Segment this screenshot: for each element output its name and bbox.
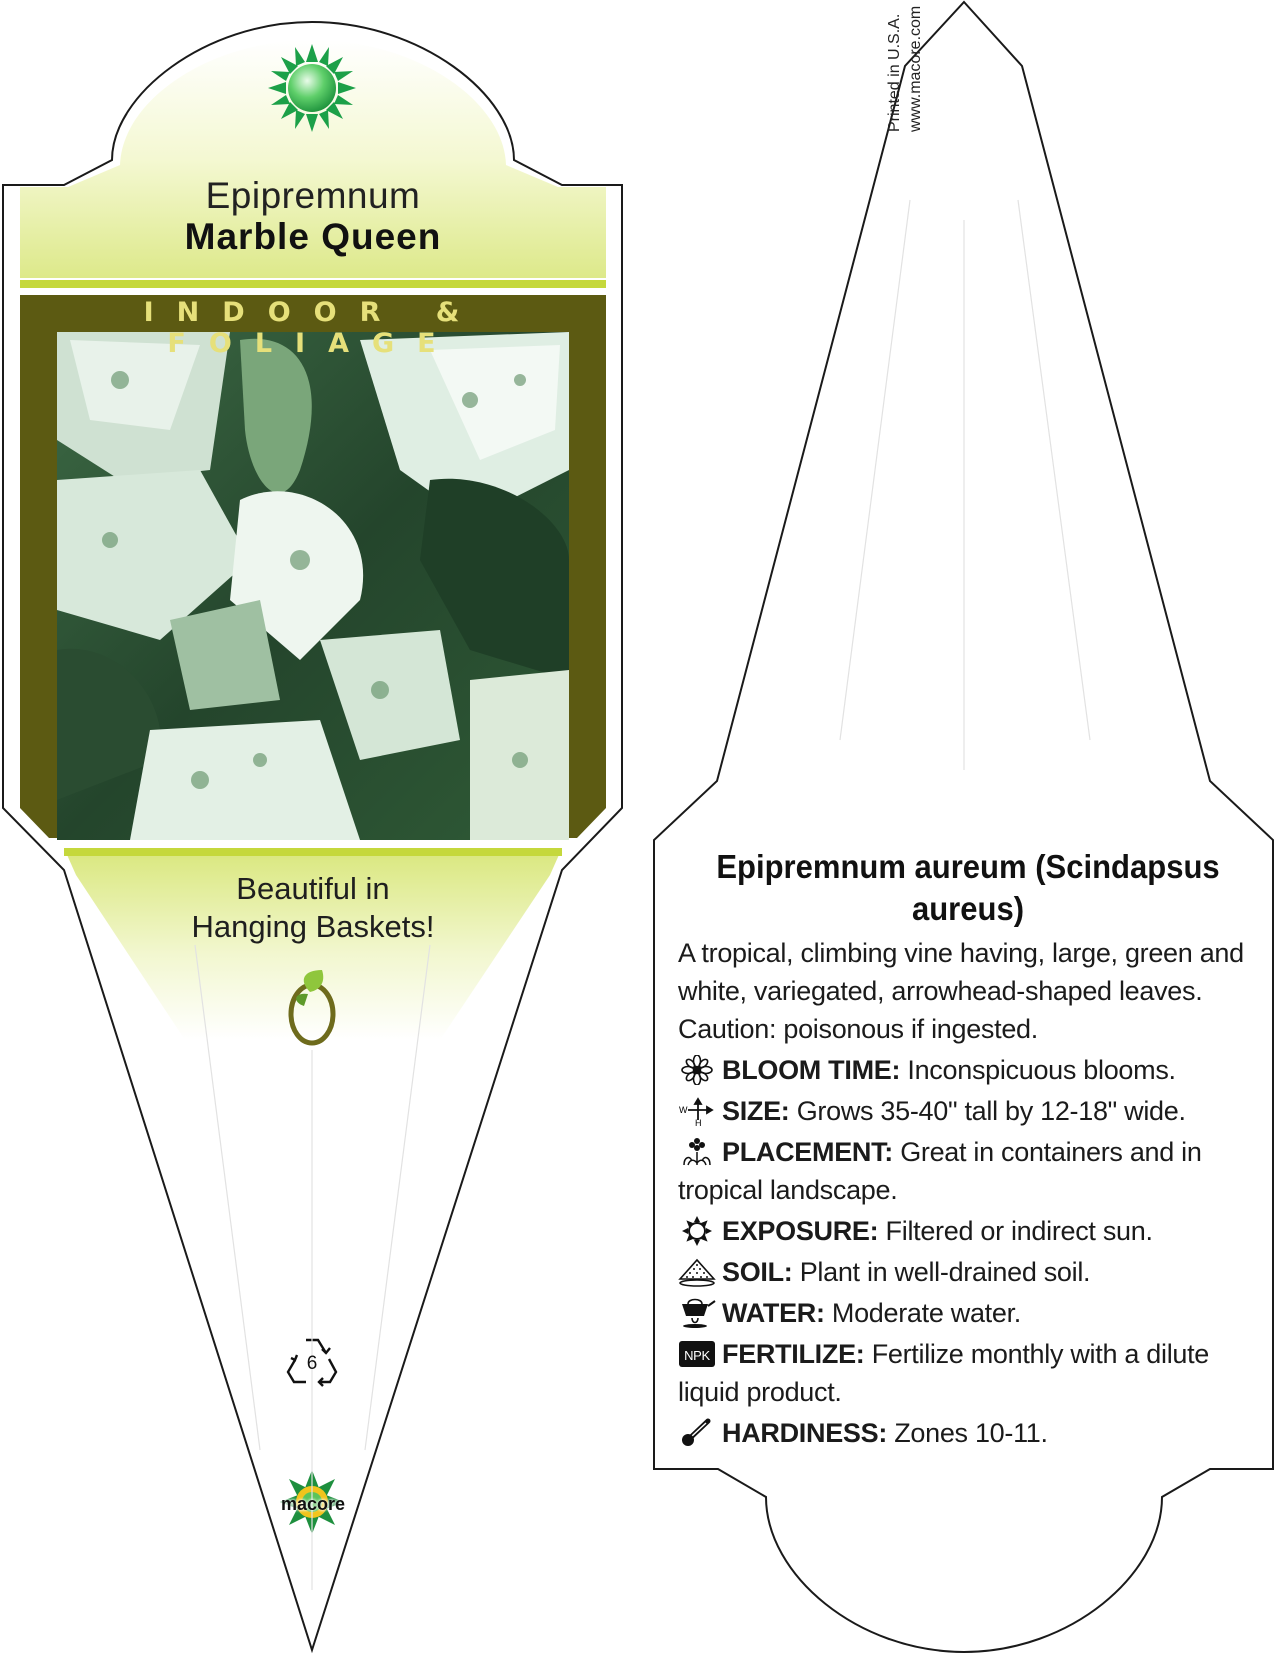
attribute-size	[678, 1092, 1258, 1130]
water-value: Moderate water.	[831, 1298, 1021, 1328]
svg-text:NPK: NPK	[684, 1348, 710, 1363]
attribute-hardiness	[678, 1414, 1258, 1452]
watering-can-icon	[678, 1298, 716, 1328]
size-value: Grows 35-40" tall by 12-18" wide.	[796, 1096, 1186, 1126]
recycle-number: 6	[306, 1353, 318, 1374]
attribute-soil	[678, 1253, 1258, 1291]
printed-line2: www.macore.com	[907, 5, 924, 132]
sun-icon	[678, 1216, 716, 1246]
thermometer-icon	[678, 1418, 716, 1448]
category-label: INDOOR & FOLIAGE	[143, 297, 483, 359]
hardiness-value: Zones 10-11.	[894, 1418, 1048, 1448]
botanical-name: Epipremnum aureum (Scindapsus aureus)	[716, 848, 1220, 927]
placement-label: PLACEMENT:	[722, 1137, 893, 1167]
soil-label: SOIL:	[722, 1257, 793, 1287]
tagline-line2: Hanging Baskets!	[191, 909, 435, 944]
tagline	[60, 870, 566, 946]
svg-text:H: H	[695, 1118, 702, 1126]
common-name-line2: Marble Queen	[184, 216, 442, 257]
size-arrows-icon	[678, 1096, 716, 1126]
header-lime-stripe	[20, 280, 606, 288]
back-content	[678, 846, 1258, 1452]
sun-logo-icon	[268, 44, 356, 132]
attribute-bloom-time	[678, 1051, 1258, 1089]
npk-icon	[678, 1339, 716, 1369]
description: A tropical, climbing vine having, large, green and white, variegated, arrowhead-shaped leaves. Caution: poisonous if ingested.	[678, 938, 1244, 1044]
bloom-time-value: Inconspicuous blooms.	[907, 1055, 1176, 1085]
attribute-placement	[678, 1133, 1258, 1209]
exposure-value: Filtered or indirect sun.	[885, 1216, 1153, 1246]
brand-name: macore	[280, 1494, 346, 1514]
exposure-label: EXPOSURE:	[722, 1216, 879, 1246]
fertilize-value: Fertilize monthly with a dilute liquid product.	[678, 1339, 1210, 1407]
flower-icon	[678, 1055, 716, 1085]
tagline-line1: Beautiful in	[236, 871, 390, 906]
common-name-line1: Epipremnum	[205, 175, 421, 216]
soil-mound-icon	[678, 1257, 716, 1287]
soil-value: Plant in well-drained soil.	[799, 1257, 1091, 1287]
attribute-exposure	[678, 1212, 1258, 1250]
plant-photo	[57, 332, 569, 840]
hardiness-label: HARDINESS:	[722, 1418, 888, 1448]
fertilize-label: FERTILIZE:	[722, 1339, 865, 1369]
placement-plants-icon	[678, 1137, 716, 1167]
printed-line1: Printed in U.S.A.	[886, 13, 903, 132]
size-label: SIZE:	[722, 1096, 790, 1126]
printed-info	[884, 0, 926, 132]
attribute-fertilize	[678, 1335, 1258, 1411]
attribute-water	[678, 1294, 1258, 1332]
water-label: WATER:	[722, 1298, 825, 1328]
svg-text:W: W	[679, 1105, 688, 1115]
placement-value: Great in containers and in tropical landscape.	[678, 1137, 1202, 1205]
bloom-time-label: BLOOM TIME:	[722, 1055, 901, 1085]
